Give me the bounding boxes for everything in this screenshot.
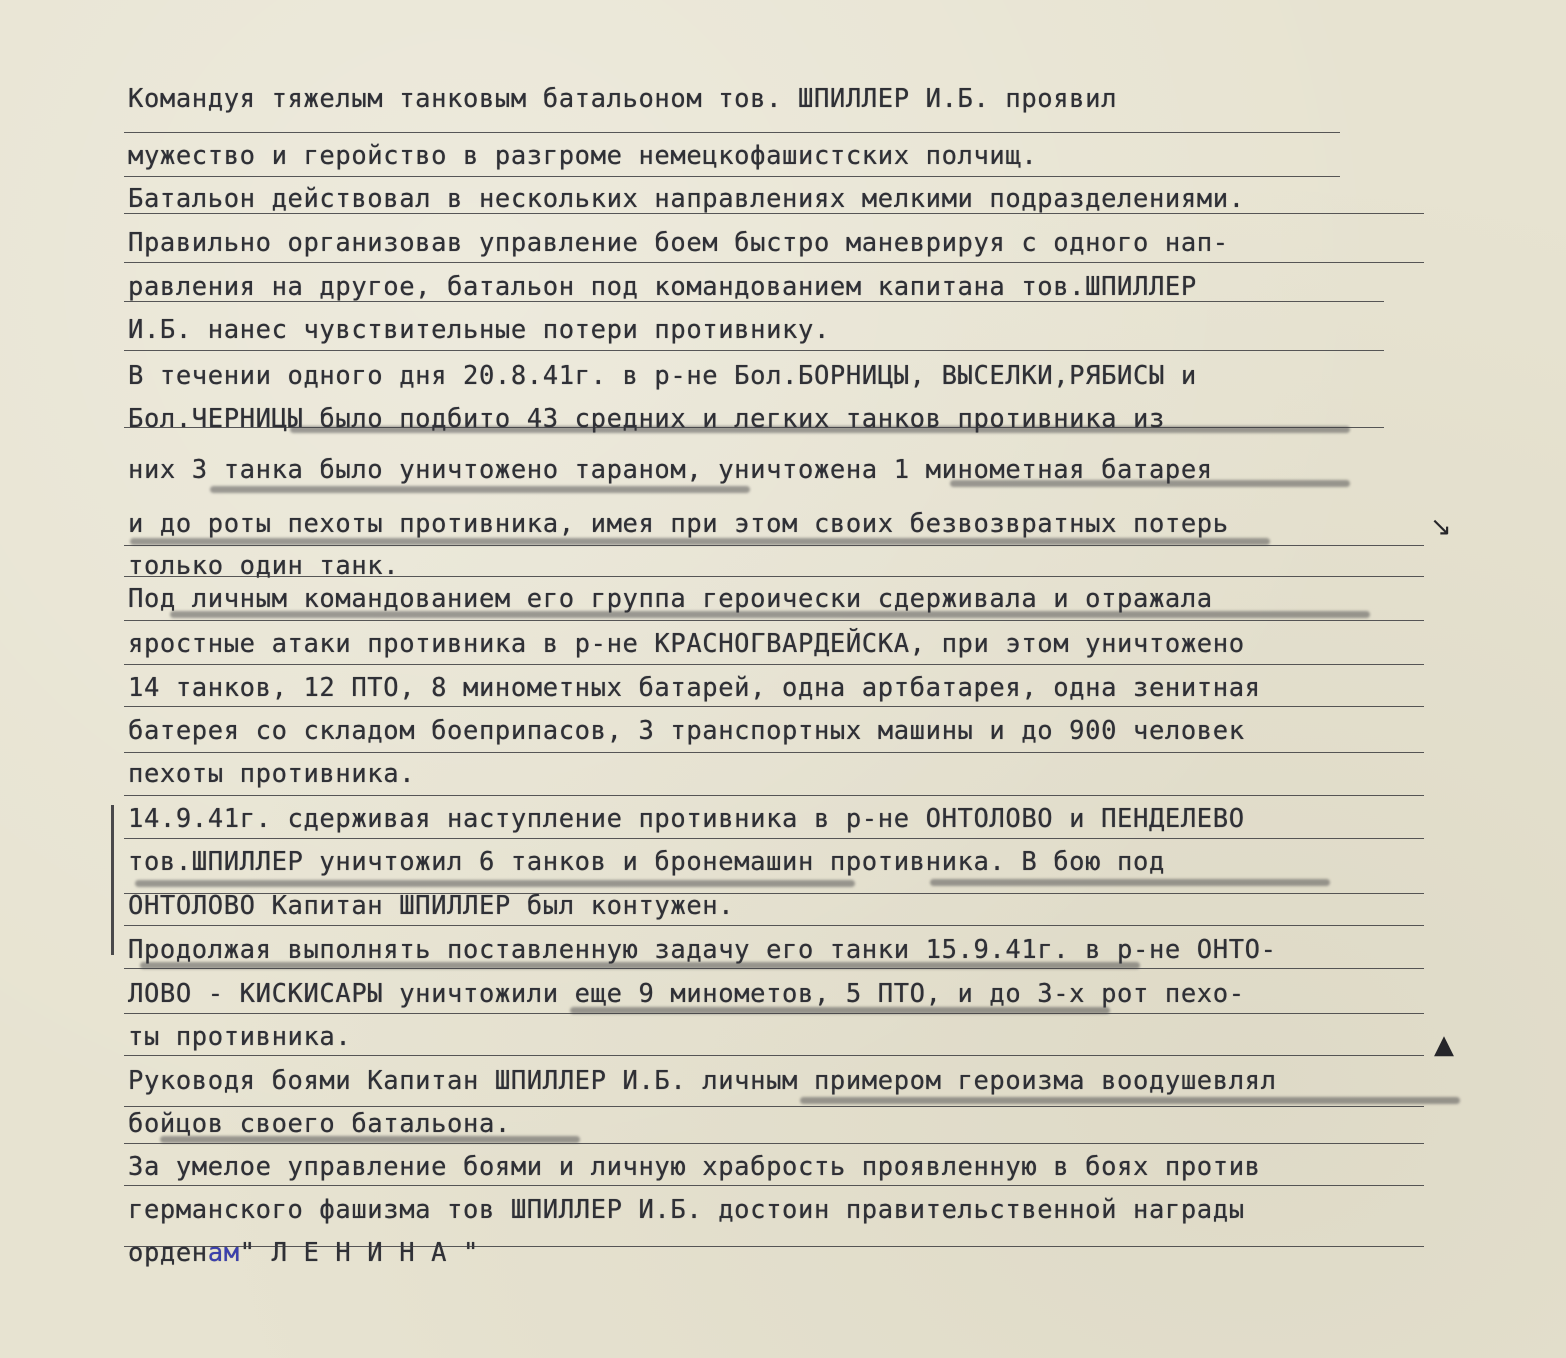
text-line-3: Батальон действовал в нескольких направлениях мелкими подразделениями.: [128, 184, 1245, 214]
award-name: " Л Е Н И Н А ": [239, 1238, 479, 1268]
text-line-16: пехоты противника.: [128, 759, 416, 789]
underline-rule: [124, 1055, 1424, 1056]
underline-rule: [124, 576, 1424, 577]
text-line-8: Бол.ЧЕРНИЦЫ было подбито 43 средних и легких танков противника из: [128, 404, 1165, 434]
underline-rule: [124, 545, 1424, 546]
underline-rule: [124, 1106, 1424, 1107]
pencil-underline: [135, 880, 855, 887]
text-line-2: мужество и геройство в разгроме немецкофашистских полчищ.: [128, 141, 1038, 171]
text-line-26: германского фашизма тов ШПИЛЛЕР И.Б. достоин правительственной награды: [128, 1195, 1245, 1225]
check-mark-icon: ▲: [1434, 1030, 1454, 1060]
underline-rule: [124, 176, 1340, 177]
text-line-27: [128, 1238, 479, 1268]
pencil-underline: [130, 538, 1270, 545]
text-line-12: Под личным командованием его группа героически сдерживала и отражала: [128, 584, 1213, 614]
pencil-underline: [160, 1136, 580, 1143]
pencil-underline: [170, 611, 1370, 618]
underline-rule: [124, 132, 1340, 133]
pencil-underline: [140, 962, 1140, 969]
text-line-24: бойцов своего батальона.: [128, 1109, 511, 1139]
pencil-underline: [950, 480, 1350, 487]
check-mark-icon: ↘: [1430, 512, 1452, 542]
handwritten-correction: ам: [207, 1238, 240, 1268]
text-line-20: Продолжая выполнять поставленную задачу его танки 15.9.41г. в р-не ОНТО-: [128, 935, 1277, 965]
text-line-22: ты противника.: [128, 1022, 352, 1052]
text-line-19: ОНТОЛОВО Капитан ШПИЛЛЕР был контужен.: [128, 891, 735, 921]
final-line-prefix: орден: [128, 1238, 208, 1268]
text-line-14: 14 танков, 12 ПТО, 8 минометных батарей, одна артбатарея, одна зенитная: [128, 673, 1261, 703]
text-line-7: В течении одного дня 20.8.41г. в р-не Бол.БОРНИЦЫ, ВЫСЕЛКИ,РЯБИСЫ и: [128, 361, 1197, 391]
text-line-4: Правильно организовав управление боем быстро маневрируя с одного нап-: [128, 228, 1229, 258]
underline-rule: [124, 620, 1424, 621]
underline-rule: [124, 706, 1424, 707]
text-line-6: И.Б. нанес чувствительные потери противнику.: [128, 315, 830, 345]
pencil-underline: [570, 1007, 1110, 1014]
pencil-underline: [290, 426, 1350, 433]
text-line-1: Командуя тяжелым танковым батальоном тов. ШПИЛЛЕР И.Б. проявил: [128, 84, 1118, 114]
underline-rule: [124, 795, 1424, 796]
pencil-underline: [210, 486, 750, 493]
text-line-5: равления на другое, батальон под командованием капитана тов.ШПИЛЛЕР: [128, 272, 1197, 302]
pencil-underline: [930, 879, 1330, 886]
underline-rule: [124, 350, 1384, 351]
underline-rule: [124, 752, 1424, 753]
text-line-17: 14.9.41г. сдерживая наступление противника в р-не ОНТОЛОВО и ПЕНДЕЛЕВО: [128, 804, 1245, 834]
underline-rule: [124, 213, 1424, 214]
text-line-11: только один танк.: [128, 551, 400, 581]
underline-rule: [124, 664, 1424, 665]
text-line-23: Руководя боями Капитан ШПИЛЛЕР И.Б. личным примером героизма воодушевлял: [128, 1066, 1277, 1096]
underline-rule: [124, 1246, 1424, 1247]
text-line-15: батерея со складом боеприпасов, 3 транспортных машины и до 900 человек: [128, 716, 1245, 746]
underline-rule: [124, 838, 1424, 839]
text-line-21: ЛОВО - КИСКИСАРЫ уничтожили еще 9 минометов, 5 ПТО, и до 3-х рот пехо-: [128, 979, 1245, 1009]
text-line-18: тов.ШПИЛЛЕР уничтожил 6 танков и бронемашин противника. В бою под: [128, 847, 1165, 877]
underline-rule: [124, 893, 1424, 894]
text-line-9: них 3 танка было уничтожено тараном, уничтожена 1 минометная батарея: [128, 455, 1213, 485]
margin-bracket: [111, 805, 114, 955]
underline-rule: [124, 301, 1384, 302]
underline-rule: [124, 262, 1424, 263]
stamp-bleedthrough: [795, 1024, 925, 1136]
underline-rule: [124, 925, 1424, 926]
underline-rule: [124, 1143, 1424, 1144]
text-line-13: яростные атаки противника в р-не КРАСНОГВАРДЕЙСКА, при этом уничтожено: [128, 629, 1245, 659]
text-line-25: За умелое управление боями и личную храбрость проявленную в боях против: [128, 1152, 1261, 1182]
text-line-10: и до роты пехоты противника, имея при этом своих безвозвратных потерь: [128, 509, 1229, 539]
underline-rule: [124, 1185, 1424, 1186]
